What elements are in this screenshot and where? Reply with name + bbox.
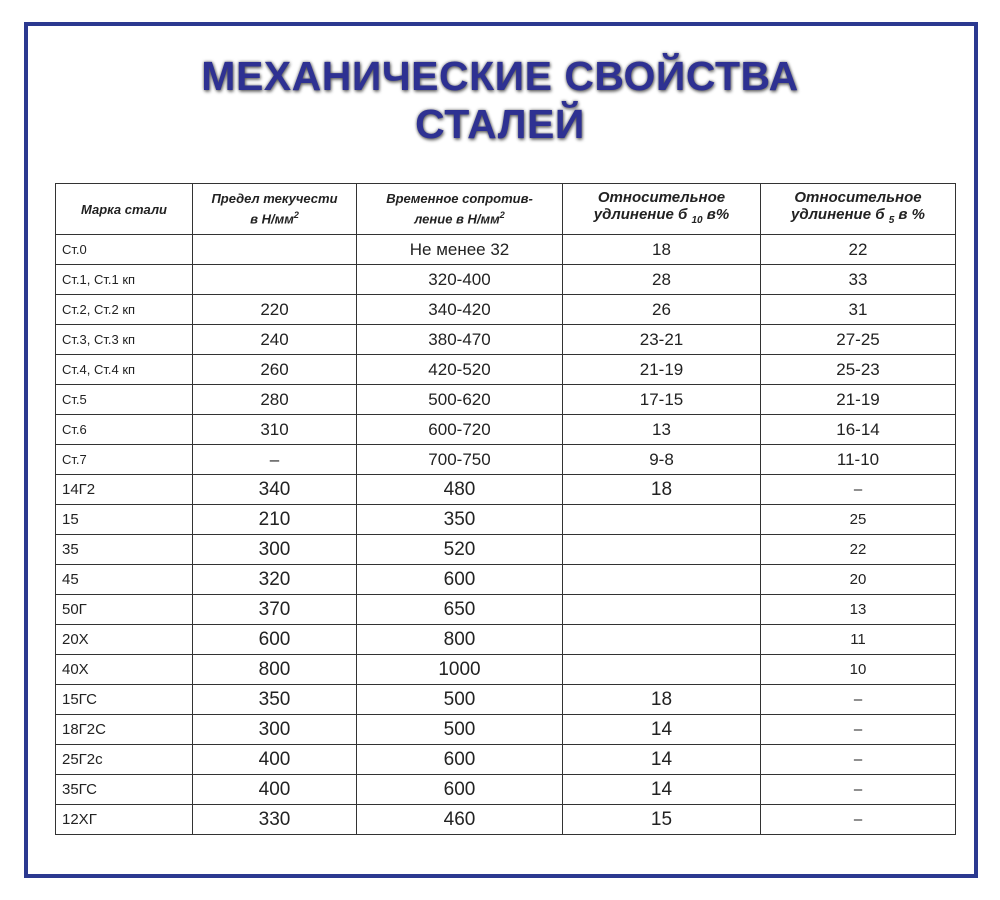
table-row [56, 385, 956, 415]
cell-tensile: 600 [357, 775, 563, 805]
cell-elong10: 26 [563, 295, 761, 325]
cell-elong10 [563, 625, 761, 655]
cell-elong5: 20 [761, 565, 956, 595]
cell-yield: 300 [193, 715, 357, 745]
header-tensile-line1: Временное сопротив- [386, 191, 533, 207]
cell-tensile: 340-420 [357, 295, 563, 325]
cell-yield: 310 [193, 415, 357, 445]
table-row [56, 265, 956, 295]
cell-grade: 35ГС [56, 775, 193, 805]
cell-yield: 600 [193, 625, 357, 655]
cell-tensile: 600 [357, 565, 563, 595]
cell-tensile: 500 [357, 685, 563, 715]
cell-elong10: 18 [563, 685, 761, 715]
cell-grade: 12ХГ [56, 805, 193, 835]
cell-yield [193, 235, 357, 265]
cell-elong5: 11-10 [761, 445, 956, 475]
cell-grade: 18Г2С [56, 715, 193, 745]
header-elong5-sub: 5 [888, 215, 895, 226]
cell-elong10 [563, 535, 761, 565]
cell-elong5: – [761, 715, 956, 745]
cell-tensile: 650 [357, 595, 563, 625]
cell-grade: 45 [56, 565, 193, 595]
cell-grade: 20Х [56, 625, 193, 655]
table-row [56, 295, 956, 325]
cell-yield: 260 [193, 355, 357, 385]
cell-elong5: 22 [761, 535, 956, 565]
cell-tensile: 700-750 [357, 445, 563, 475]
cell-elong10 [563, 505, 761, 535]
table-row [56, 745, 956, 775]
header-yield-sup: 2 [293, 210, 299, 221]
header-yield-line1: Предел текучести [211, 191, 338, 207]
header-elong5-line1: Относительное [794, 189, 922, 206]
cell-grade: Ст.2, Ст.2 кп [56, 295, 193, 325]
cell-yield: 300 [193, 535, 357, 565]
title-line-2: СТАЛЕЙ [415, 101, 585, 147]
steel-properties-table [55, 183, 956, 835]
cell-elong10: 15 [563, 805, 761, 835]
cell-elong10 [563, 595, 761, 625]
table-row [56, 775, 956, 805]
cell-elong10 [563, 565, 761, 595]
cell-tensile: 480 [357, 475, 563, 505]
header-elong5-line2b: в % [898, 206, 925, 223]
table-row [56, 355, 956, 385]
cell-yield: 340 [193, 475, 357, 505]
title-line-1: МЕХАНИЧЕСКИЕ СВОЙСТВА [201, 53, 799, 99]
table-row [56, 655, 956, 685]
cell-tensile: 500 [357, 715, 563, 745]
cell-elong10: 13 [563, 415, 761, 445]
cell-tensile: 600-720 [357, 415, 563, 445]
header-elongation-5 [761, 184, 956, 235]
cell-tensile: 500-620 [357, 385, 563, 415]
cell-elong5: – [761, 775, 956, 805]
cell-tensile: 380-470 [357, 325, 563, 355]
cell-elong5: 16-14 [761, 415, 956, 445]
cell-tensile: 320-400 [357, 265, 563, 295]
cell-yield: 350 [193, 685, 357, 715]
cell-elong5: 25-23 [761, 355, 956, 385]
cell-elong5: 25 [761, 505, 956, 535]
cell-elong5: – [761, 475, 956, 505]
cell-tensile: 520 [357, 535, 563, 565]
table-row [56, 445, 956, 475]
header-elong10-sub: 10 [691, 215, 703, 226]
cell-elong5: – [761, 805, 956, 835]
cell-elong5: 22 [761, 235, 956, 265]
cell-tensile: 1000 [357, 655, 563, 685]
cell-tensile: 600 [357, 745, 563, 775]
table-row [56, 715, 956, 745]
cell-elong10: 9-8 [563, 445, 761, 475]
cell-grade: Ст.4, Ст.4 кп [56, 355, 193, 385]
cell-grade: Ст.0 [56, 235, 193, 265]
table-body [56, 235, 956, 835]
cell-elong5: – [761, 745, 956, 775]
cell-elong10: 14 [563, 745, 761, 775]
cell-elong10: 14 [563, 775, 761, 805]
cell-tensile: 800 [357, 625, 563, 655]
cell-elong10 [563, 655, 761, 685]
cell-grade: Ст.5 [56, 385, 193, 415]
cell-tensile: Не менее 32 [357, 235, 563, 265]
table-row [56, 235, 956, 265]
header-elong10-line2a: удлинение б [593, 206, 688, 223]
cell-elong10: 18 [563, 235, 761, 265]
cell-yield: 320 [193, 565, 357, 595]
cell-elong5: 11 [761, 625, 956, 655]
cell-grade: 14Г2 [56, 475, 193, 505]
header-grade-label: Марка стали [81, 201, 167, 217]
header-tensile-sup: 2 [499, 210, 505, 221]
cell-elong10: 17-15 [563, 385, 761, 415]
table-row [56, 475, 956, 505]
table-row [56, 325, 956, 355]
header-elongation-10 [563, 184, 761, 235]
table-row [56, 685, 956, 715]
cell-yield: 220 [193, 295, 357, 325]
cell-tensile: 460 [357, 805, 563, 835]
cell-elong5: 21-19 [761, 385, 956, 415]
cell-elong10: 23-21 [563, 325, 761, 355]
cell-yield: 400 [193, 745, 357, 775]
cell-elong10: 18 [563, 475, 761, 505]
cell-yield: 210 [193, 505, 357, 535]
table-row [56, 535, 956, 565]
cell-yield: – [193, 445, 357, 475]
cell-grade: Ст.6 [56, 415, 193, 445]
header-tensile [357, 184, 563, 235]
cell-elong10: 28 [563, 265, 761, 295]
cell-yield: 280 [193, 385, 357, 415]
cell-elong10: 14 [563, 715, 761, 745]
table-row [56, 565, 956, 595]
header-elong10-line2b: в% [706, 206, 730, 223]
cell-elong5: 27-25 [761, 325, 956, 355]
header-tensile-line2: ление в Н/мм [414, 211, 500, 227]
cell-elong5: 10 [761, 655, 956, 685]
cell-grade: 40Х [56, 655, 193, 685]
cell-grade: 50Г [56, 595, 193, 625]
cell-yield [193, 265, 357, 295]
cell-yield: 240 [193, 325, 357, 355]
header-yield [193, 184, 357, 235]
cell-grade: Ст.7 [56, 445, 193, 475]
cell-elong5: – [761, 685, 956, 715]
cell-elong5: 31 [761, 295, 956, 325]
table-header-row [56, 184, 956, 235]
cell-grade: Ст.1, Ст.1 кп [56, 265, 193, 295]
cell-tensile: 350 [357, 505, 563, 535]
cell-elong5: 33 [761, 265, 956, 295]
table-row [56, 595, 956, 625]
header-grade [56, 184, 193, 235]
cell-grade: 15 [56, 505, 193, 535]
table-row [56, 505, 956, 535]
cell-grade: 25Г2с [56, 745, 193, 775]
cell-grade: 15ГС [56, 685, 193, 715]
header-yield-line2: в Н/мм [250, 211, 294, 227]
table-row [56, 625, 956, 655]
cell-yield: 800 [193, 655, 357, 685]
table-row [56, 415, 956, 445]
cell-yield: 400 [193, 775, 357, 805]
header-elong10-line1: Относительное [597, 189, 726, 206]
table-row [56, 805, 956, 835]
cell-tensile: 420-520 [357, 355, 563, 385]
cell-yield: 370 [193, 595, 357, 625]
page-title [0, 52, 1000, 148]
cell-elong10: 21-19 [563, 355, 761, 385]
cell-grade: 35 [56, 535, 193, 565]
cell-elong5: 13 [761, 595, 956, 625]
cell-yield: 330 [193, 805, 357, 835]
header-elong5-line2a: удлинение б [790, 206, 885, 223]
cell-grade: Ст.3, Ст.3 кп [56, 325, 193, 355]
